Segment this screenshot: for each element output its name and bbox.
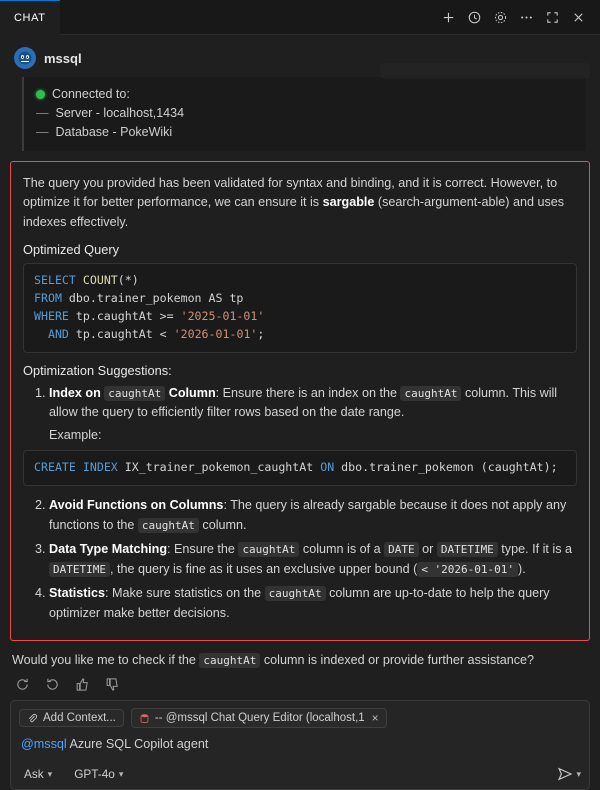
suggestion-body-f: ).: [518, 561, 526, 576]
suggestion-title-tail: Column: [168, 385, 216, 400]
suggestion-title: Statistics: [49, 586, 105, 601]
new-chat-icon[interactable]: [436, 5, 460, 29]
close-icon[interactable]: ×: [371, 711, 379, 726]
sql-keyword: INDEX: [82, 460, 118, 475]
closing-a: Would you like me to check if the: [12, 653, 200, 668]
message-actions: [14, 676, 600, 692]
sql-keyword: WHERE: [34, 308, 69, 323]
agent-mention: @mssql: [21, 737, 67, 752]
database-icon: [139, 713, 150, 724]
suggestion-body-d: type. If it is a: [497, 542, 573, 557]
model-selector[interactable]: [69, 765, 128, 783]
inline-code: caughtAt: [400, 386, 461, 401]
attachment-chip-label: -- @mssql Chat Query Editor (localhost,1: [154, 712, 365, 725]
add-context-label: Add Context...: [43, 712, 116, 725]
suggestion-body-a: : Ensure there is an index on the: [215, 385, 401, 400]
context-chips: [19, 708, 581, 728]
sql-function: COUNT: [82, 272, 118, 287]
thumbs-up-icon[interactable]: [74, 676, 90, 692]
thumbs-down-icon[interactable]: [104, 676, 120, 692]
bullet-dash-icon: —: [36, 105, 49, 120]
suggestions-heading: Optimization Suggestions:: [23, 362, 172, 378]
inline-code: < '2026-01-01': [417, 562, 518, 577]
sql-punct: (*): [117, 272, 139, 287]
chat-input-container[interactable]: [10, 700, 590, 790]
connection-info: [22, 77, 586, 151]
inline-code: caughtAt: [265, 586, 326, 601]
list-item: [49, 384, 577, 446]
send-icon: [557, 766, 573, 782]
intro-paragraph: [23, 174, 577, 231]
closing-question: [12, 651, 588, 670]
list-item: [49, 496, 577, 535]
suggestion-title: Index on: [49, 385, 101, 400]
close-icon[interactable]: [566, 5, 590, 29]
undo-icon[interactable]: [44, 676, 60, 692]
mode-label: Ask: [24, 767, 44, 782]
suggestions-list-continued: [23, 496, 577, 623]
suggestion-body-e: , the query is fine as it uses an exclusive upper bound (: [109, 561, 418, 576]
status-dot-icon: [36, 90, 45, 99]
inline-code: DATE: [384, 542, 419, 557]
connection-database-row: [36, 123, 576, 142]
add-context-button[interactable]: [19, 709, 124, 727]
suggestion-body-a: : Make sure statistics on the: [105, 586, 265, 601]
background-widget: [380, 63, 590, 79]
agent-name: mssql: [44, 50, 82, 66]
tab-chat[interactable]: [0, 0, 60, 35]
avatar: [14, 47, 36, 69]
inline-code: DATETIME: [49, 562, 110, 577]
sql-text: (caughtAt);: [480, 460, 558, 475]
sql-keyword: FROM: [34, 290, 62, 305]
bullet-dash-icon: —: [36, 124, 49, 139]
chevron-down-icon[interactable]: ▾: [576, 768, 581, 779]
sql-text: dbo.trainer_pokemon: [341, 460, 474, 475]
titlebar-actions: [436, 5, 592, 29]
tab-chat-label: CHAT: [14, 11, 46, 24]
attachment-chip[interactable]: [131, 708, 387, 728]
suggestion-body-b: column are up-to-date to help the query optimizer make better decisions.: [49, 586, 550, 620]
chevron-down-icon: ▾: [47, 768, 53, 779]
chat-message-list: [0, 35, 600, 700]
inline-code: caughtAt: [104, 386, 165, 401]
suggestion-title: Avoid Functions on Columns: [49, 498, 224, 513]
send-button[interactable]: [557, 766, 581, 782]
optimized-query-code: [23, 263, 577, 353]
gear-icon[interactable]: [488, 5, 512, 29]
connection-server: Server - localhost,1434: [55, 105, 185, 120]
suggestion-body-c: or: [418, 542, 437, 557]
history-icon[interactable]: [462, 5, 486, 29]
optimized-query-heading: Optimized Query: [23, 241, 120, 257]
inline-code: caughtAt: [238, 542, 299, 557]
connection-database: Database - PokeWiki: [55, 124, 173, 139]
sql-text: ;: [257, 326, 265, 341]
sql-keyword: ON: [320, 460, 335, 475]
retry-icon[interactable]: [14, 676, 30, 692]
suggestion-title: Data Type Matching: [49, 542, 168, 557]
connection-status-label: Connected to:: [52, 87, 130, 101]
suggestion-body-a: : The query is already sargable because it does not apply any functions to the: [49, 498, 567, 532]
maximize-icon[interactable]: [540, 5, 564, 29]
closing-b: column is indexed or provide further assistance?: [260, 653, 535, 668]
suggestion-body-a: : Ensure the: [167, 542, 239, 557]
connection-server-row: [36, 104, 576, 123]
sql-text: IX_trainer_pokemon_caughtAt: [124, 460, 314, 475]
suggestion-body-b: column is of a: [299, 542, 385, 557]
paperclip-icon: [27, 713, 38, 724]
more-actions-icon[interactable]: [514, 5, 538, 29]
list-item: [49, 540, 577, 579]
intro-before: The query you provided has been validated for syntax and binding, and it is correct. However, to optimize it for better performance, we can ensure it is: [23, 176, 558, 210]
connection-status-row: [36, 85, 576, 104]
inline-code: caughtAt: [199, 653, 260, 668]
list-item: [49, 584, 577, 623]
intro-after: (search-argument-able) and uses indexes effectively.: [23, 195, 565, 229]
sql-string: '2025-01-01': [180, 308, 265, 323]
chevron-down-icon: ▾: [118, 768, 124, 779]
sql-string: '2026-01-01': [173, 326, 258, 341]
agent-mention-desc: Azure SQL Copilot agent: [66, 737, 209, 752]
example-label: Example:: [49, 427, 102, 442]
sql-keyword: CREATE: [34, 460, 76, 475]
sql-text: tp.caughtAt >=: [75, 308, 181, 323]
mode-selector[interactable]: [19, 765, 57, 783]
suggestions-list: [23, 384, 577, 446]
inline-code: DATETIME: [437, 542, 498, 557]
chat-titlebar: [0, 0, 600, 35]
chat-input-toolbar: [19, 761, 581, 783]
inline-code: caughtAt: [138, 518, 199, 533]
sql-text: tp.caughtAt <: [75, 326, 174, 341]
suggestion-body-b: column. This will allow the query to efficiently filter rows based on the date range.: [49, 385, 558, 420]
model-label: GPT-4o: [74, 767, 115, 782]
sql-keyword: AND: [47, 326, 69, 341]
chat-input-editor[interactable]: [19, 735, 581, 761]
sql-text: dbo.trainer_pokemon AS tp: [68, 290, 244, 305]
index-snippet-code: [23, 450, 577, 486]
sql-keyword: SELECT: [34, 272, 76, 287]
answer-container: [10, 161, 590, 641]
suggestion-body-b: column.: [198, 517, 247, 532]
intro-bold: sargable: [322, 195, 375, 210]
